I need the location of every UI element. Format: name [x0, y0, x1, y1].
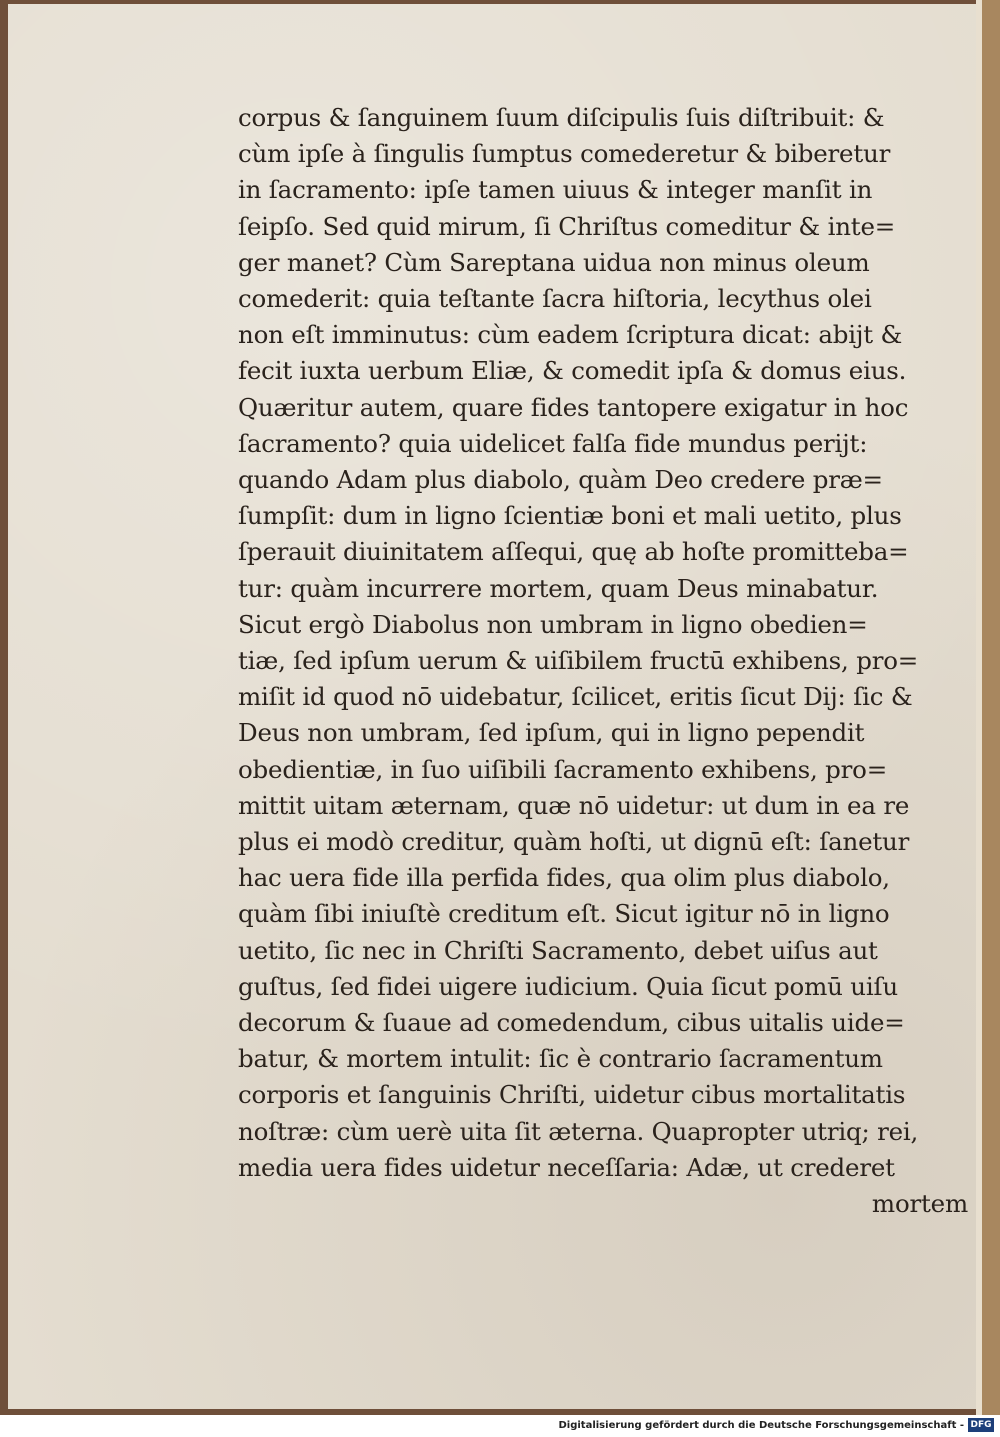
text-line: ſperauit diuinitatem aſſequi, quę ab hoſte promitteba= — [238, 537, 909, 567]
text-line: fecit iuxta uerbum Eliæ, & comedit ipſa & domus eius. — [238, 356, 907, 386]
text-line: batur, & mortem intulit: ſic è contrario ſacramentum — [238, 1044, 883, 1074]
page-edge — [976, 0, 1000, 1415]
page-text — [238, 100, 968, 1222]
text-line: in ſacramento: ipſe tamen uiuus & integer manſit in — [238, 175, 873, 205]
text-line: non eſt imminutus: cùm eadem ſcriptura dicat: abijt & — [238, 320, 903, 350]
text-line: corpus & ſanguinem ſuum diſcipulis ſuis diſtribuit: & — [238, 103, 885, 132]
catchword: mortem — [871, 1189, 968, 1219]
footer-credit: Digitalisierung gefördert durch die Deutsche Forschungsgemeinschaft - — [558, 1420, 964, 1431]
dfg-logo-icon: DFG — [968, 1418, 994, 1432]
text-line: noſtræ: cùm uerè uita ſit æterna. Quapropter utriq; rei, — [238, 1116, 919, 1146]
text-line: miſit id quod nō uidebatur, ſcilicet, eritis ſicut Dij: ſic & — [238, 682, 913, 712]
text-line: cùm ipſe à ſingulis ſumptus comederetur & biberetur — [238, 139, 891, 169]
text-line: Quæritur autem, quare fides tantopere exigatur in hoc — [238, 392, 909, 422]
text-line: corporis et ſanguinis Chriſti, uidetur cibus mortalitatis — [238, 1080, 906, 1110]
text-line: uetito, ſic nec in Chriſti Sacramento, debet uiſus aut — [238, 935, 878, 965]
text-line: Sicut ergò Diabolus non umbram in ligno obedien= — [238, 609, 868, 639]
text-line: plus ei modò creditur, quàm hoſti, ut dignū eſt: ſanetur — [238, 827, 910, 857]
text-line: ger manet? Cùm Sareptana uidua non minus oleum — [238, 247, 870, 277]
text-line: obedientiæ, in ſuo uiſibili ſacramento exhibens, pro= — [238, 754, 888, 784]
text-line: decorum & ſuaue ad comedendum, cibus uitalis uide= — [238, 1008, 905, 1038]
text-line: quàm ſibi iniuſtè creditum eſt. Sicut igitur nō in ligno — [238, 899, 890, 929]
text-line: media uera fides uidetur neceſſaria: Adæ, ut crederet — [238, 1152, 895, 1182]
text-line: hac uera fide illa perfida fides, qua olim plus diabolo, — [238, 863, 890, 893]
text-line: comederit: quia teſtante ſacra hiſtoria, lecythus olei — [238, 284, 872, 314]
text-line: Deus non umbram, ſed ipſum, qui in ligno pependit — [238, 718, 865, 748]
text-line: tiæ, ſed ipſum uerum & uiſibilem fructū exhibens, pro= — [238, 646, 919, 676]
text-line: quando Adam plus diabolo, quàm Deo credere præ= — [238, 465, 883, 495]
text-line: mittit uitam æternam, quæ nō uidetur: ut dum in ea re — [238, 790, 910, 820]
text-line: guſtus, ſed fidei uigere iudicium. Quia ſicut pomū uiſu — [238, 971, 898, 1001]
text-line: tur: quàm incurrere mortem, quam Deus minabatur. — [238, 573, 879, 603]
text-line: ſumpſit: dum in ligno ſcientiæ boni et mali uetito, plus — [238, 501, 902, 531]
text-line: ſeipſo. Sed quid mirum, ſi Chriſtus comeditur & inte= — [238, 211, 896, 241]
text-line: ſacramento? quia uidelicet falſa fide mundus perijt: — [238, 428, 868, 458]
footer-bar — [0, 1415, 1000, 1437]
